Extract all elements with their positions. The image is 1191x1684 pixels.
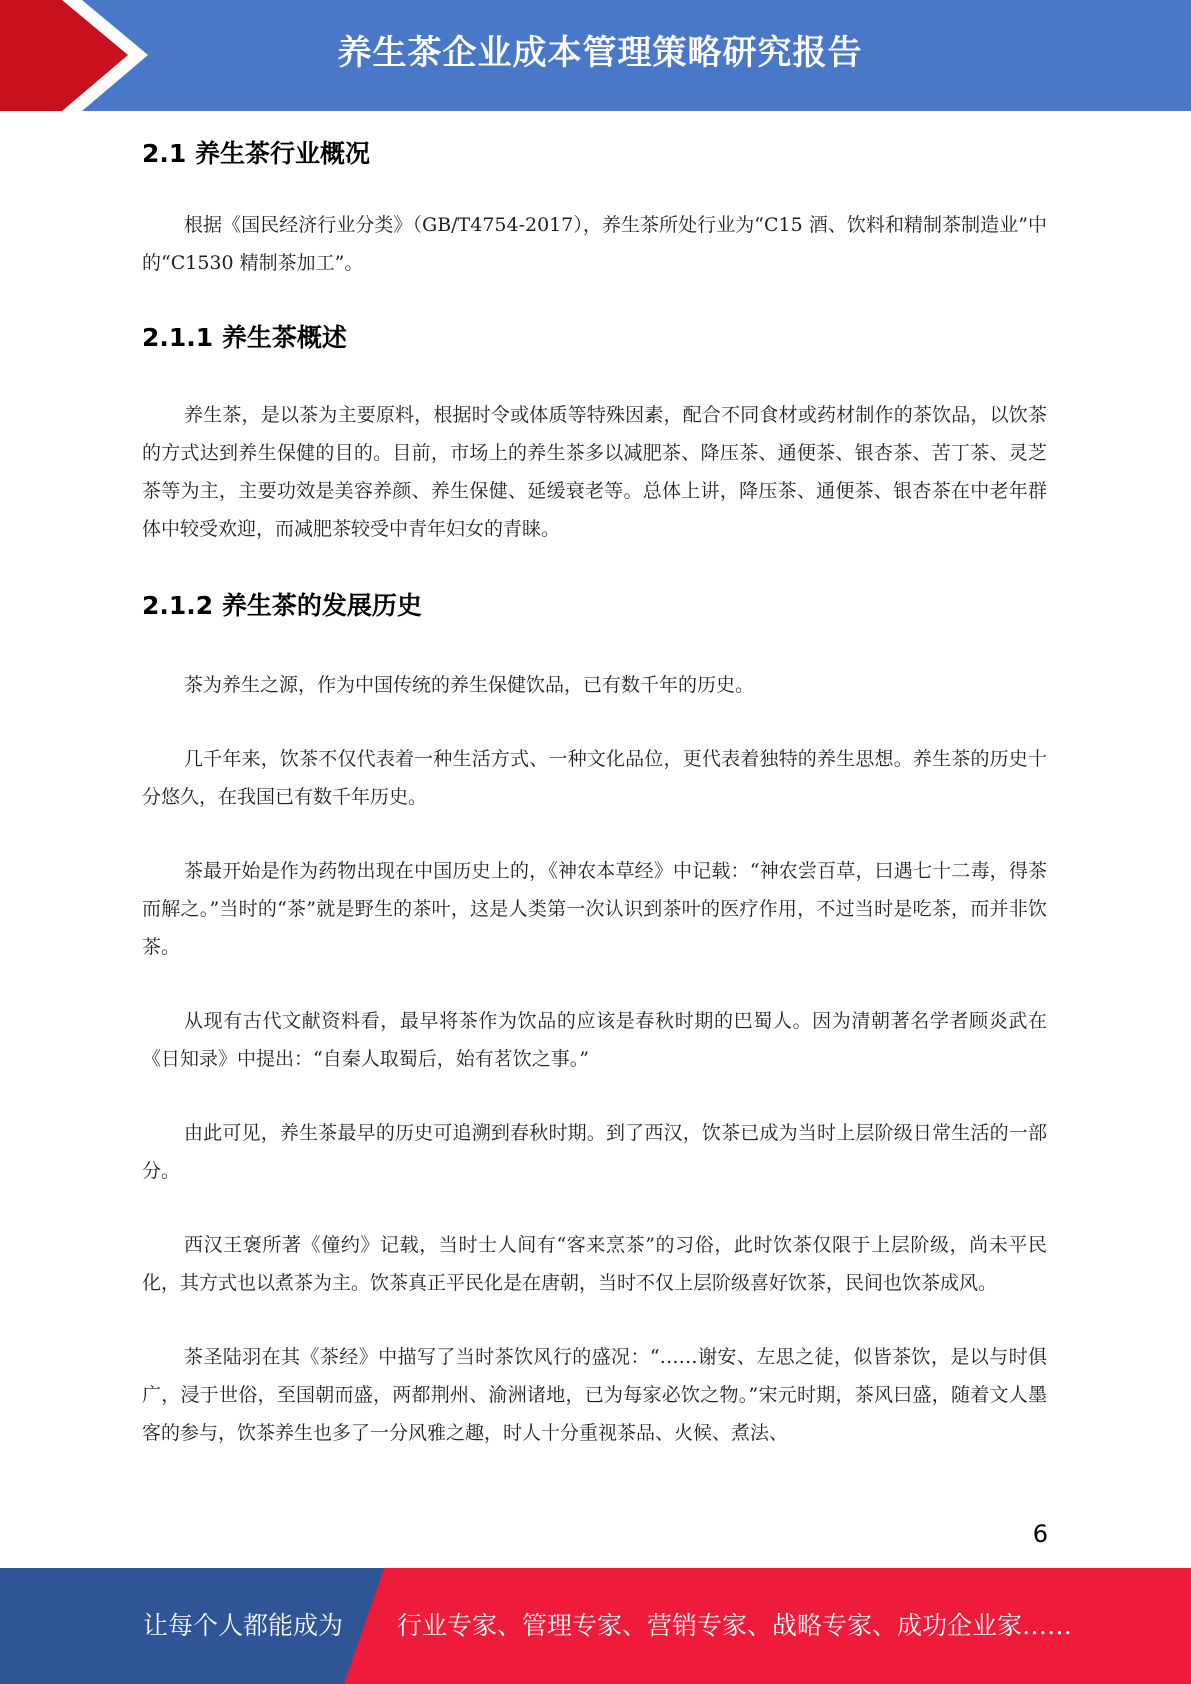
- paragraph-history-3: 茶最开始是作为药物出现在中国历史上的，《神农本草经》中记载：“神农尝百草，曰遇七十二毒，得茶而解之。”当时的“茶”就是野生的茶叶，这是人类第一次认识到茶叶的医疗作用，不过当时是吃茶，而并非饮茶。: [142, 860, 1047, 958]
- paragraph-history-7: 茶圣陆羽在其《茶经》中描写了当时茶饮风行的盛况：“……谢安、左思之徒，似皆茶饮，是以与时俱广，浸于世俗，至国朝而盛，两都荆州、渝洲诸地，已为每家必饮之物。”宋元时期，茶风曰盛，随着文人墨客的参与，饮茶养生也多了一分风雅之趣，时人十分重视茶品、火候、煮法、: [142, 1346, 1047, 1444]
- paragraph-history-5: 由此可见，养生茶最早的历史可追溯到春秋时期。到了西汉，饮茶已成为当时上层阶级日常生活的一部分。: [142, 1122, 1047, 1182]
- footer-slogan-left: 让每个人都能成为: [143, 1611, 344, 1640]
- section-heading-2-1-1: 2.1.1 养生茶概述: [142, 323, 347, 352]
- paragraph-industry-classification: 根据《国民经济行业分类》（GB/T4754-2017），养生茶所处行业为“C15 酒、饮料和精制茶制造业”中的“C1530 精制茶加工”。: [142, 214, 1047, 274]
- paragraph-history-6: 西汉王褒所著《僮约》记载，当时士人间有“客来烹茶”的习俗，此时饮茶仅限于上层阶级，尚未平民化，其方式也以煮茶为主。饮茶真正平民化是在唐朝，当时不仅上层阶级喜好饮茶，民间也饮茶成风。: [142, 1234, 1047, 1294]
- paragraph-history-4: 从现有古代文献资料看，最早将茶作为饮品的应该是春秋时期的巴蜀人。因为清朝著名学者顾炎武在《日知录》中提出：“自秦人取蜀后，始有茗饮之事。”: [142, 1010, 1047, 1070]
- page-content: [142, 126, 1047, 1452]
- section-heading-2-1: 2.1 养生茶行业概况: [142, 139, 370, 168]
- footer-banner: [0, 1568, 1191, 1684]
- section-heading-2-1-2: 2.1.2 养生茶的发展历史: [142, 591, 422, 620]
- paragraph-history-2: 几千年来，饮茶不仅代表着一种生活方式、一种文化品位，更代表着独特的养生思想。养生茶的历史十分悠久，在我国已有数千年历史。: [142, 748, 1047, 808]
- header-banner: [0, 0, 1191, 111]
- footer-slogan-right: 行业专家、管理专家、营销专家、战略专家、成功企业家……: [397, 1611, 1073, 1640]
- page-number: 6: [1032, 1520, 1048, 1548]
- paragraph-history-1: 茶为养生之源，作为中国传统的养生保健饮品，已有数千年的历史。: [184, 674, 755, 696]
- report-title: 养生茶企业成本管理策略研究报告: [337, 33, 863, 73]
- paragraph-overview: 养生茶，是以茶为主要原料，根据时令或体质等特殊因素，配合不同食材或药材制作的茶饮品，以饮茶的方式达到养生保健的目的。目前，市场上的养生茶多以减肥茶、降压茶、通便茶、银杏茶、苦丁茶、灵芝茶等为主，主要功效是美容养颜、养生保健、延缓衰老等。总体上讲，降压茶、通便茶、银杏茶在中老年群体中较受欢迎，而减肥茶较受中青年妇女的青睐。: [142, 404, 1047, 540]
